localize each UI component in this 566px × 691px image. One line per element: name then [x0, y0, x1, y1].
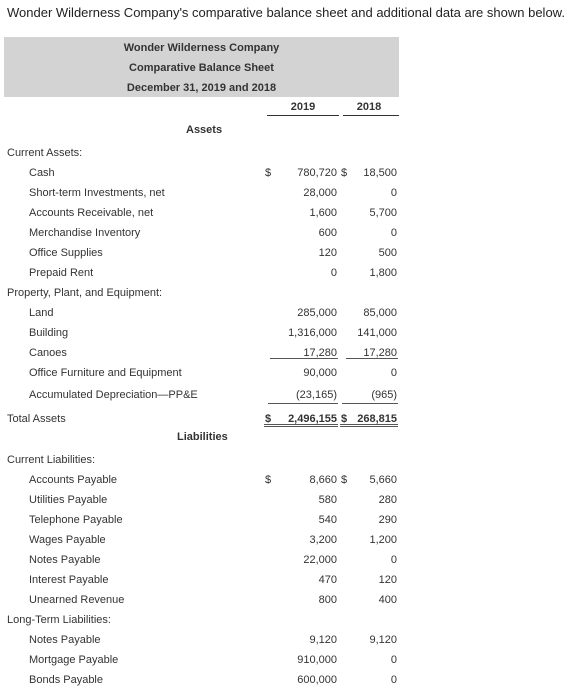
table-row — [0, 344, 566, 364]
total-assets-double-line-2019-b — [264, 426, 338, 427]
value-2018: 268,815 — [357, 413, 397, 425]
value-2019: 1,316,000 — [288, 327, 337, 339]
row-label: Notes Payable — [29, 554, 101, 566]
value-2018: 1,800 — [369, 267, 397, 279]
year-2019-header: 2019 — [290, 101, 316, 113]
row-label: Bonds Payable — [29, 674, 103, 686]
table-row — [0, 551, 566, 571]
row-label: Accounts Payable — [29, 474, 118, 486]
value-2019: 0 — [330, 267, 337, 279]
table-row — [0, 631, 566, 651]
row-label: Short-term Investments, net — [29, 187, 165, 199]
value-2019: 780,720 — [297, 167, 337, 179]
depreciation-underline-2018 — [342, 403, 398, 404]
table-row — [0, 364, 566, 384]
year-2019-underline — [267, 115, 339, 116]
value-2018: 141,000 — [357, 327, 397, 339]
row-label: Total Assets — [7, 413, 66, 425]
company-name: Wonder Wilderness Company — [123, 42, 280, 54]
table-row — [0, 591, 566, 611]
value-2019: 1,600 — [309, 207, 337, 219]
row-label: Mortgage Payable — [29, 654, 119, 666]
value-2018: 120 — [378, 574, 397, 586]
value-2018: 17,280 — [363, 347, 397, 359]
table-row — [0, 611, 566, 631]
assets-heading: Assets — [186, 124, 223, 136]
table-row — [0, 284, 566, 304]
table-row — [0, 491, 566, 511]
year-2018-header: 2018 — [356, 101, 382, 113]
value-2019: 285,000 — [297, 307, 337, 319]
intro-text: Wonder Wilderness Company's comparative balance sheet and additional data are shown below. — [7, 5, 565, 20]
currency-symbol-2019: $ — [265, 474, 272, 486]
table-row — [0, 164, 566, 184]
value-2018: 1,200 — [369, 534, 397, 546]
value-2019: 9,120 — [309, 634, 337, 646]
value-2018: 0 — [390, 227, 397, 239]
row-label: Building — [29, 327, 69, 339]
row-label: Notes Payable — [29, 634, 101, 646]
statement-title: Comparative Balance Sheet — [129, 62, 274, 74]
value-2018: 0 — [390, 187, 397, 199]
value-2019: 540 — [318, 514, 337, 526]
value-2018: 400 — [378, 594, 397, 606]
currency-symbol-2018: $ — [341, 474, 348, 486]
row-label: Cash — [29, 167, 55, 179]
table-row — [0, 324, 566, 344]
row-label: Merchandise Inventory — [29, 227, 141, 239]
year-2018-underline — [343, 115, 399, 116]
value-2019: 120 — [318, 247, 337, 259]
row-label: Utilities Payable — [29, 494, 108, 506]
value-2019: 28,000 — [303, 187, 337, 199]
table-row — [0, 651, 566, 671]
value-2018: 280 — [378, 494, 397, 506]
value-2019: 90,000 — [303, 367, 337, 379]
canoes-underline-2018 — [346, 358, 398, 359]
table-row — [0, 144, 566, 164]
row-label: Canoes — [29, 347, 67, 359]
liabilities-heading: Liabilities — [177, 431, 228, 443]
row-label: Prepaid Rent — [29, 267, 94, 279]
table-row — [0, 264, 566, 284]
row-label: Accounts Receivable, net — [29, 207, 154, 219]
currency-symbol-2018: $ — [341, 167, 348, 179]
table-row — [0, 671, 566, 691]
table-row — [0, 184, 566, 204]
value-2019: 22,000 — [303, 554, 337, 566]
value-2019: 580 — [318, 494, 337, 506]
value-2019: 600,000 — [297, 674, 337, 686]
canoes-underline-2019 — [270, 358, 338, 359]
value-2019: (23,165) — [296, 389, 337, 401]
currency-symbol-2018: $ — [341, 413, 348, 425]
row-label: Telephone Payable — [29, 514, 123, 526]
value-2018: 9,120 — [369, 634, 397, 646]
row-label: Current Liabilities: — [7, 454, 96, 466]
value-2019: 470 — [318, 574, 337, 586]
table-row — [0, 410, 566, 430]
table-row — [0, 531, 566, 551]
value-2018: 5,660 — [369, 474, 397, 486]
row-label: Wages Payable — [29, 534, 106, 546]
row-label: Office Furniture and Equipment — [29, 367, 182, 379]
value-2018: 0 — [390, 654, 397, 666]
total-assets-double-line-2019-a — [264, 424, 338, 425]
total-assets-double-line-2018-b — [340, 426, 398, 427]
table-row — [0, 304, 566, 324]
row-label: Accumulated Depreciation—PP&E — [29, 389, 198, 401]
row-label: Property, Plant, and Equipment: — [7, 287, 163, 299]
table-row — [0, 244, 566, 264]
row-label: Office Supplies — [29, 247, 103, 259]
value-2018: 85,000 — [363, 307, 397, 319]
value-2018: 0 — [390, 674, 397, 686]
row-label: Long-Term Liabilities: — [7, 614, 111, 626]
value-2018: 290 — [378, 514, 397, 526]
statement-date: December 31, 2019 and 2018 — [126, 82, 277, 94]
value-2019: 17,280 — [303, 347, 337, 359]
table-row — [0, 511, 566, 531]
value-2018: 18,500 — [363, 167, 397, 179]
value-2019: 2,496,155 — [288, 413, 337, 425]
value-2019: 8,660 — [309, 474, 337, 486]
value-2019: 910,000 — [297, 654, 337, 666]
table-row — [0, 224, 566, 244]
value-2019: 600 — [318, 227, 337, 239]
value-2019: 800 — [318, 594, 337, 606]
value-2018: (965) — [371, 389, 397, 401]
row-label: Unearned Revenue — [29, 594, 125, 606]
value-2019: 3,200 — [309, 534, 337, 546]
value-2018: 0 — [390, 554, 397, 566]
row-label: Current Assets: — [7, 147, 83, 159]
currency-symbol-2019: $ — [265, 413, 272, 425]
table-row — [0, 571, 566, 591]
depreciation-underline-2019 — [268, 403, 338, 404]
currency-symbol-2019: $ — [265, 167, 272, 179]
row-label: Interest Payable — [29, 574, 109, 586]
row-label: Land — [29, 307, 54, 319]
value-2018: 0 — [390, 367, 397, 379]
table-row — [0, 471, 566, 491]
total-assets-double-line-2018-a — [340, 424, 398, 425]
value-2018: 500 — [378, 247, 397, 259]
value-2018: 5,700 — [369, 207, 397, 219]
table-row — [0, 451, 566, 471]
table-row — [0, 204, 566, 224]
